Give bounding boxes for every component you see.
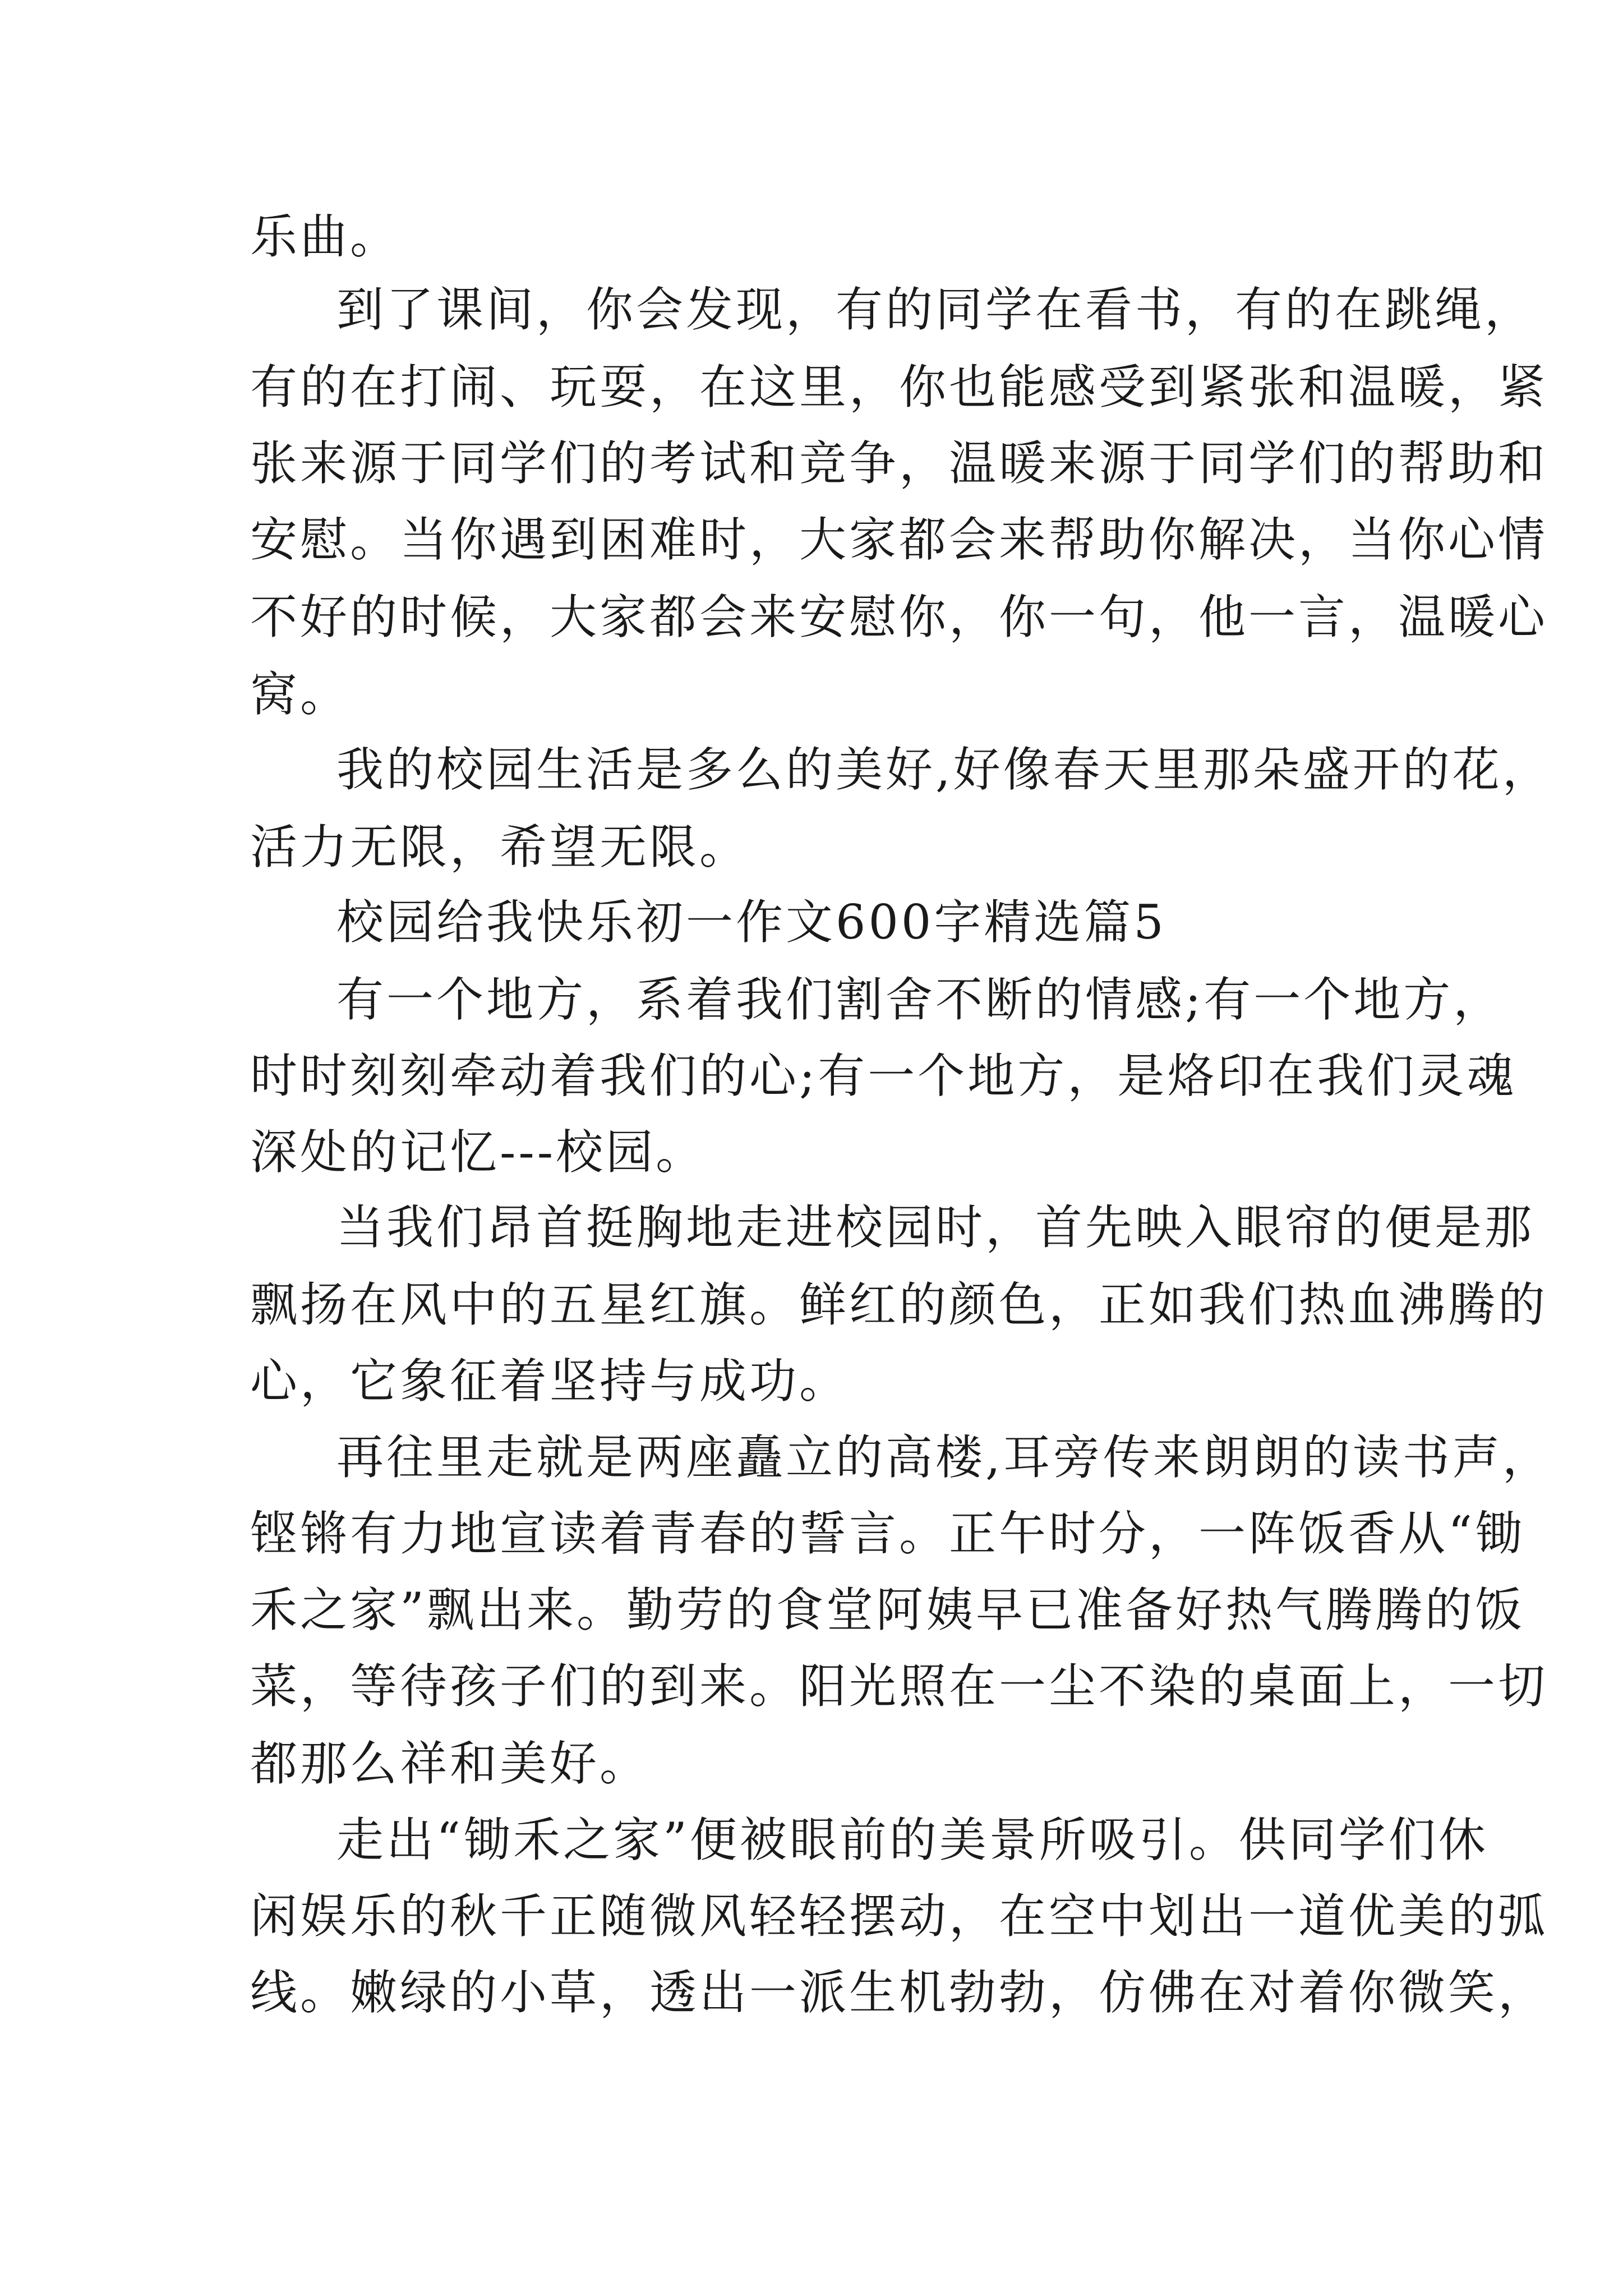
text-line: 飘扬在风中的五星红旗。鲜红的颜色，正如我们热血沸腾的 — [250, 1277, 1548, 1332]
text-line: 张来源于同学们的考试和竞争，温暖来源于同学们的帮助和 — [250, 436, 1548, 491]
text-line: 都那么祥和美好。 — [250, 1736, 650, 1791]
section-heading: 校园给我快乐初一作文600字精选篇5 — [336, 895, 1166, 950]
text-line: 安慰。当你遇到困难时，大家都会来帮助你解决，当你心情 — [250, 512, 1548, 567]
text-line: 我的校园生活是多么的美好,好像春天里那朵盛开的花， — [336, 742, 1552, 797]
text-line: 线。嫩绿的小草，透出一派生机勃勃，仿佛在对着你微笑， — [250, 1965, 1548, 2020]
text-line: 当我们昂首挺胸地走进校园时，首先映入眼帘的便是那 — [336, 1200, 1535, 1255]
text-line: 有的在打闹、玩耍，在这里，你也能感受到紧张和温暖，紧 — [250, 360, 1548, 415]
text-line: 走出“锄禾之家”便被眼前的美景所吸引。供同学们休 — [336, 1812, 1488, 1867]
text-line: 窝。 — [250, 667, 351, 722]
text-line: 乐曲。 — [250, 209, 400, 264]
text-line: 铿锵有力地宣读着青春的誓言。正午时分，一阵饭香从“锄 — [250, 1506, 1525, 1561]
text-line: 到了课间，你会发现，有的同学在看书，有的在跳绳， — [336, 282, 1535, 337]
text-line: 心，它象征着坚持与成功。 — [250, 1354, 850, 1409]
text-line: 深处的记忆---校园。 — [250, 1125, 706, 1180]
text-line: 时时刻刻牵动着我们的心;有一个地方，是烙印在我们灵魂 — [250, 1048, 1517, 1103]
text-line: 菜，等待孩子们的到来。阳光照在一尘不染的桌面上，一切 — [250, 1659, 1548, 1714]
text-line: 不好的时候，大家都会来安慰你，你一句，他一言，温暖心 — [250, 590, 1548, 645]
text-line: 禾之家”飘出来。勤劳的食堂阿姨早已准备好热气腾腾的饭 — [250, 1582, 1525, 1637]
text-line: 闲娱乐的秋千正随微风轻轻摆动，在空中划出一道优美的弧 — [250, 1889, 1548, 1944]
text-line: 有一个地方，系着我们割舍不断的情感;有一个地方， — [336, 972, 1504, 1027]
text-line: 再往里走就是两座矗立的高楼,耳旁传来朗朗的读书声， — [336, 1430, 1552, 1485]
text-line: 活力无限，希望无限。 — [250, 820, 750, 875]
